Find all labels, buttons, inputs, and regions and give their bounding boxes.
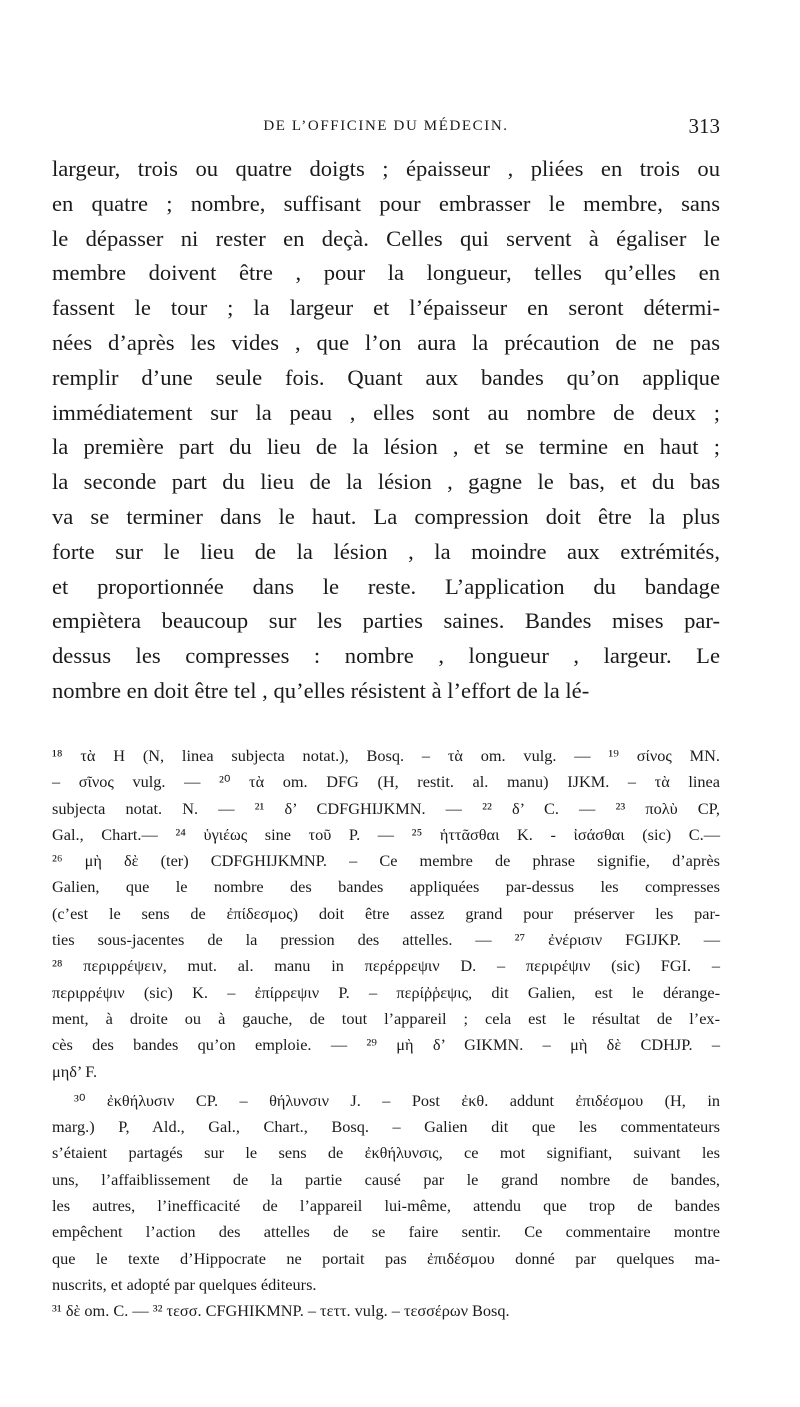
footnote-line: s’étaient partagés sur le sens de ἐκθήλυνσις, ce mot signifiant, suivant les	[52, 1143, 720, 1163]
footnote-line: ²⁸ περιρρέψειν, mut. al. manu in περέρρεψιν D. – περιρέψιν (sic) FGI. –	[52, 956, 720, 976]
text-line: la seconde part du lieu de la lésion , gagne le bas, et du bas	[52, 469, 720, 495]
text-line: fassent le tour ; la largeur et l’épaisseur en seront détermi-	[52, 295, 720, 321]
footnote-line: Gal., Chart.— ²⁴ ὑγιέως sine τοῦ P. — ²⁵ ἡττᾶσθαι K. - ἰσάσθαι (sic) C.—	[52, 824, 720, 844]
text-line: nées d’après les vides , que l’on aura la précaution de ne pas	[52, 329, 720, 355]
footnote-line: empêchent l’action des attelles de se faire sentir. Ce commentaire montre	[52, 1222, 720, 1242]
text-line: et proportionnée dans le reste. L’application du bandage	[52, 573, 720, 599]
footnote-line: subjecta notat. N. — ²¹ δ’ CDFGHIJKMN. — ²² δ’ C. — ²³ πολὺ CP,	[52, 798, 720, 818]
running-head	[52, 114, 720, 140]
footnote-line: – σῖνος vulg. — ²⁰ τὰ om. DFG (H, restit. al. manu) IJKM. – τὰ linea	[52, 772, 720, 792]
text-line: va se terminer dans le haut. La compression doit être la plus	[52, 503, 720, 529]
text-line: remplir d’une seule fois. Quant aux bandes qu’on applique	[52, 364, 720, 390]
running-title: DE L’OFFICINE DU MÉDECIN.	[263, 118, 509, 134]
footnote-line: ¹⁸ τὰ H (N, linea subjecta notat.), Bosq. – τὰ om. vulg. — ¹⁹ σίνος MN.	[52, 746, 720, 765]
footnote-line: ³¹ δὲ om. C. — ³² τεσσ. CFGHIKMNP. – τεττ. vulg. – τεσσέρων Bosq.	[52, 1301, 510, 1321]
text-line: nombre en doit être tel , qu’elles résistent à l’effort de la lé-	[52, 677, 590, 703]
text-line: en quatre ; nombre, suffisant pour embrasser le membre, sans	[52, 190, 720, 216]
text-line: le dépasser ni rester en deçà. Celles qui servent à égaliser le	[52, 225, 720, 251]
footnote-line: Galien, que le nombre des bandes appliquées par-dessus les compresses	[52, 877, 720, 897]
footnote-line: μηδ’ F.	[52, 1061, 98, 1081]
footnote-line: marg.) P, Ald., Gal., Chart., Bosq. – Galien dit que les commentateurs	[52, 1117, 720, 1137]
text-line: dessus les compresses : nombre , longueur , largeur. Le	[52, 643, 720, 669]
footnote-line: (c’est le sens de ἐπίδεσμος) doit être assez grand pour préserver les par-	[52, 903, 720, 923]
text-line: forte sur le lieu de la lésion , la moindre aux extrémités,	[52, 538, 720, 564]
page-number: 313	[688, 114, 720, 138]
footnote-line: ³⁰ ἐκθήλυσιν CP. – θήλυνσιν J. – Post ἐκθ. addunt ἐπιδέσμου (H, in	[74, 1090, 720, 1110]
footnote-line: les autres, l’inefficacité de l’appareil lui-même, attendu que trop de bandes	[52, 1196, 720, 1216]
text-line: largeur, trois ou quatre doigts ; épaisseur , pliées en trois ou	[52, 156, 720, 181]
text-line: empiètera beaucoup sur les parties saines. Bandes mises par-	[52, 608, 720, 634]
footnote-line: que le texte d’Hippocrate ne portait pas ἐπιδέσμου donné par quelques ma-	[52, 1248, 720, 1268]
footnote-line: cès des bandes qu’on emploie. — ²⁹ μὴ δ’ GIKMN. – μὴ δὲ CDHJP. –	[52, 1035, 720, 1055]
text-line: immédiatement sur la peau , elles sont au nombre de deux ;	[52, 399, 720, 425]
text-line: la première part du lieu de la lésion , et se termine en haut ;	[52, 434, 720, 460]
main-text-block	[52, 152, 720, 709]
footnote-line: ²⁶ μὴ δὲ (ter) CDFGHIJKMNP. – Ce membre de phrase signifie, d’après	[52, 851, 720, 871]
footnote-line: uns, l’affaiblissement de la partie causé par le grand nombre de bandes,	[52, 1169, 720, 1189]
footnote-line: nuscrits, et adopté par quelques éditeurs.	[52, 1274, 317, 1294]
text-line: membre doivent être , pour la longueur, telles qu’elles en	[52, 260, 720, 286]
footnote-line: ment, à droite ou à gauche, de tout l’appareil ; cela est le résultat de l’ex-	[52, 1008, 720, 1028]
footnotes-block	[52, 743, 720, 1325]
footnote-line: περιρρέψιν (sic) K. – ἐπίρρεψιν P. – περίῤῥεψις, dit Galien, est le dérange-	[52, 982, 720, 1002]
footnote-line: ties sous-jacentes de la pression des attelles. — ²⁷ ἐνέρισιν FGIJKP. —	[52, 930, 720, 950]
